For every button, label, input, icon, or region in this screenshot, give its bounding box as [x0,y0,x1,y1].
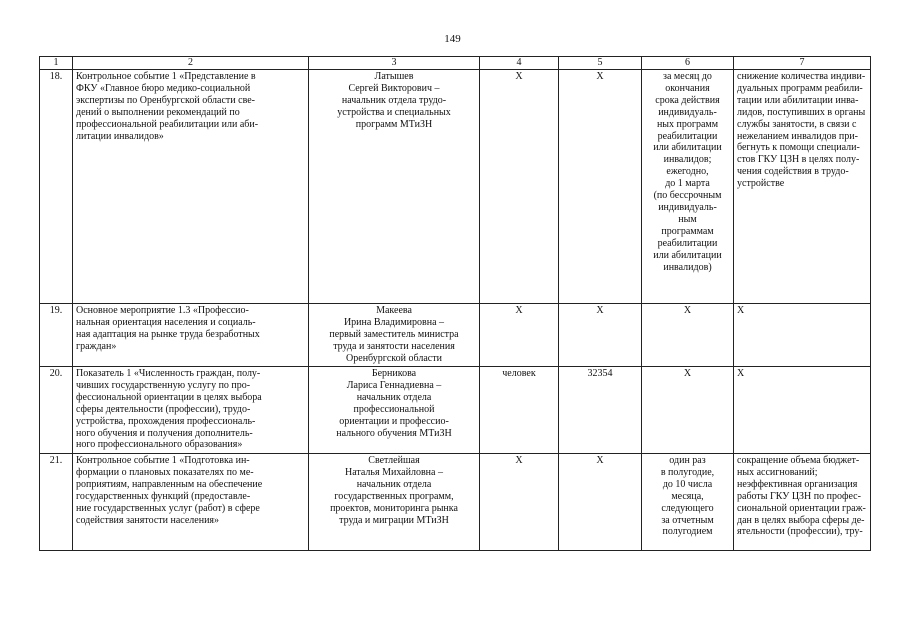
responsible-cell [309,454,480,551]
cell-line: срока действия [655,94,720,106]
cell-line: ных программ [656,118,719,130]
cell-line: профессиональной реабилитации или аби- [76,118,259,130]
cell-line: тации или абилитации инва- [737,94,859,106]
column-number-header [40,57,871,70]
cell-line: за месяц до [663,71,712,82]
cell-line: труда и занятости населения [333,340,455,352]
cell-line: чения содействия в трудо- [737,166,849,178]
cell-line: роприятиям, направленным на обеспечение [76,478,263,490]
cell-line: экспертизы по Оренбургской области све- [76,94,255,106]
cell-line: фессиональной ориентации в целях выбора [76,391,262,403]
unit-cell: Х [480,454,559,551]
cell-line: следующего [661,502,714,514]
cell-line: нального обучения МТиЗН [336,427,452,439]
page-number: 149 [444,33,461,45]
cell-line: сиональной ориентации граж- [737,502,866,514]
cell-line: ориентации и профессио- [339,415,449,427]
unit-cell: Х [480,70,559,304]
table-row [40,367,871,454]
cell-line: Оренбургской области [346,352,442,364]
cell-line: содействия занятости населения» [76,514,220,526]
row-number-cell: 18. [40,70,73,304]
cell-line: индивидуаль- [658,106,717,118]
cell-line: устройства, прохождения профессиональ- [76,415,256,427]
cell-line: Наталья Михайловна – [345,466,443,478]
cell-line: стов ГКУ ЦЗН в целях полу- [737,154,860,166]
cell-line: ного обучения и получения дополнитель- [76,427,253,439]
value-cell: Х [559,454,642,551]
unit-cell: человек [480,367,559,454]
cell-line: Лариса Геннадиевна – [346,379,442,391]
value-cell: Х [559,70,642,304]
cell-line: полугодием [662,526,713,538]
cell-line: или абилитации [653,249,722,261]
header-cell: 2 [73,57,309,70]
deadline-cell: Х [642,304,734,367]
cell-line: ного профессионального образования» [76,439,243,451]
unit-cell: Х [480,304,559,367]
cell-line: нежеланием инвалидов при- [737,130,858,142]
cell-line: чивших государственную услугу по про- [76,379,251,391]
cell-line: Светлейшая [368,455,420,466]
cell-line: дан в целях выбора сферы де- [737,514,865,526]
cell-line: неэффективная организация [737,478,858,490]
cell-line: Ирина Владимировна – [343,316,445,328]
cell-line: ная адаптация на рынке труда безработных [76,328,260,340]
cell-line: месяца, [671,490,704,502]
deadline-cell: Х [642,367,734,454]
header-cell: 4 [480,57,559,70]
responsible-cell [309,367,480,454]
cell-line: индивидуаль- [658,201,717,213]
plan-table [39,56,871,551]
cell-line: программам [661,225,714,237]
header-cell: 7 [734,57,871,70]
cell-line: Латышев [374,71,414,82]
cell-line: ежегодно, [666,166,709,178]
event-cell [73,70,309,304]
cell-line: проектов, мониторинга рынка [330,502,458,514]
cell-line: ным [678,213,697,225]
header-cell: 1 [40,57,73,70]
header-cell: 6 [642,57,734,70]
cell-line: первый заместитель министра [329,328,459,340]
table-row [40,70,871,304]
cell-line: реабилитации [657,130,718,142]
cell-line: бегнуть к помощи специали- [737,142,860,154]
value-cell: 32354 [559,367,642,454]
cell-line: инвалидов; [663,154,712,166]
header-cell: 3 [309,57,480,70]
cell-line: Берникова [371,368,417,379]
cell-line: Сергей Викторович – [348,82,440,94]
cell-line: за отчетным [661,514,714,526]
cell-line: начальник отдела [356,478,432,490]
table-row [40,454,871,551]
cell-line: Основное мероприятие 1.3 «Профессио- [76,305,249,316]
cell-line: один раз [669,455,706,466]
cell-line: лидов, поступивших в органы [737,106,866,118]
cell-line: ФКУ «Главное бюро медико-социальной [76,82,251,94]
event-cell [73,304,309,367]
cell-line: Контрольное событие 1 «Представление в [76,71,256,82]
cell-line: или абилитации [653,142,722,154]
cell-line: до 1 марта [665,178,710,190]
cell-line: инвалидов) [663,261,712,273]
cell-line: сокращение объема бюджет- [737,455,860,466]
cell-line: службы занятости, в связи с [737,118,857,130]
cell-line: профессиональной [353,403,435,415]
note-cell [734,454,871,551]
cell-line: нальная ориентация населения и социаль- [76,316,256,328]
event-cell [73,454,309,551]
value-cell: Х [559,304,642,367]
cell-line: труда и миграции МТиЗН [339,514,449,526]
cell-line: граждан» [76,340,117,352]
note-cell: Х [734,304,871,367]
cell-line: работы ГКУ ЦЗН по профес- [737,490,861,502]
cell-line: начальник отдела трудо- [341,94,447,106]
cell-line: Показатель 1 «Численность граждан, полу- [76,368,261,379]
cell-line: начальник отдела [356,391,432,403]
cell-line: (по бессрочным [653,190,722,202]
cell-line: окончания [665,82,710,94]
row-number-cell: 20. [40,367,73,454]
cell-line: дуальных программ реабили- [737,82,863,94]
note-cell: Х [734,367,871,454]
cell-line: дений о выполнении рекомендаций по [76,106,240,118]
event-cell [73,367,309,454]
cell-line: реабилитации [657,237,718,249]
cell-line: устройстве [737,178,785,190]
deadline-cell [642,70,734,304]
responsible-cell [309,304,480,367]
row-number-cell: 19. [40,304,73,367]
cell-line: ных ассигнований; [737,466,818,478]
cell-line: государственных программ, [334,490,454,502]
cell-line: программ МТиЗН [355,118,433,130]
cell-line: устройства и специальных [337,106,451,118]
cell-line: ние государственных услуг (работ) в сфере [76,502,260,514]
cell-line: в полугодие, [660,466,715,478]
row-number-cell: 21. [40,454,73,551]
cell-line: Контрольное событие 1 «Подготовка ин- [76,455,250,466]
cell-line: формации о плановых показателях по ме- [76,466,254,478]
cell-line: до 10 числа [662,478,713,490]
note-cell [734,70,871,304]
cell-line: сферы деятельности (профессии), трудо- [76,403,251,415]
deadline-cell [642,454,734,551]
cell-line: Макеева [376,305,412,316]
table-row [40,304,871,367]
cell-line: литации инвалидов» [76,130,164,142]
cell-line: снижение количества индиви- [737,71,866,82]
cell-line: государственных функций (предоставле- [76,490,251,502]
cell-line: ятельности (профессии), тру- [737,526,863,538]
responsible-cell [309,70,480,304]
header-cell: 5 [559,57,642,70]
